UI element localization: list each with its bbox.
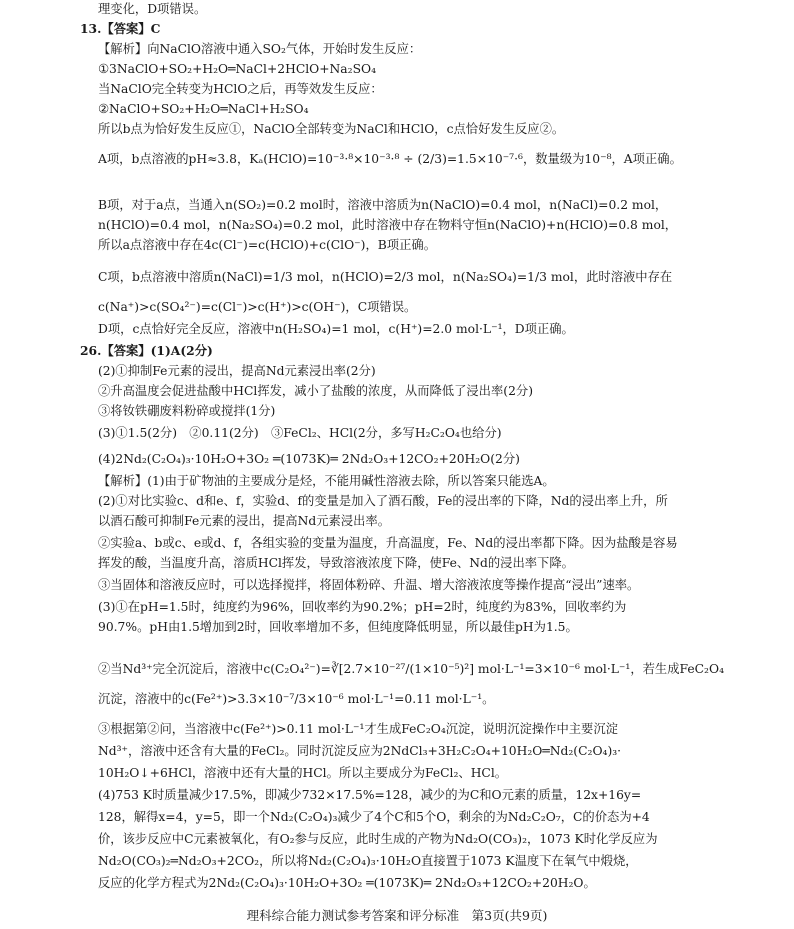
text-line: Nd³⁺，溶液中还含有大量的FeCl₂。同时沉淀反应为2NdCl₃+3H₂C₂O₄+10H₂O═Nd₂(C₂O₄)₃· <box>98 744 622 758</box>
equation-line: ②NaClO+SO₂+H₂O═NaCl+H₂SO₄ <box>98 102 309 116</box>
text-line: (2)①对比实验c、d和e、f，实验d、f的变量是加入了酒石酸，Fe的浸出率的下降，Nd的浸出率上升，所 <box>98 494 668 508</box>
text-line: C项，b点溶液中溶质n(NaCl)=1/3 mol，n(HClO)=2/3 mol，n(Na₂SO₄)=1/3 mol，此时溶液中存在 <box>98 270 673 284</box>
question-13-answer: 13.【答案】C <box>80 21 161 36</box>
text-line: A项，b点溶液的pH≈3.8，Kₐ(HClO)=10⁻³·⁸×10⁻³·⁸ ÷ (2/3)=1.5×10⁻⁷·⁶，数量级为10⁻⁸，A项正确。 <box>98 152 682 166</box>
text-line: 以酒石酸可抑制Fe元素的浸出，提高Nd元素浸出率。 <box>98 514 391 528</box>
text-line: ②升高温度会促进盐酸中HCl挥发，减小了盐酸的浓度，从而降低了浸出率(2分) <box>98 384 533 398</box>
text-line: D项，c点恰好完全反应，溶液中n(H₂SO₄)=1 mol，c(H⁺)=2.0 mol·L⁻¹，D项正确。 <box>98 322 574 336</box>
text-line: (3)①1.5(2分) ②0.11(2分) ③FeCl₂、HCl(2分，多写H₂C₂O₄也给分) <box>98 426 502 440</box>
text-line: n(HClO)=0.4 mol，n(Na₂SO₄)=0.2 mol，此时溶液中存在物料守恒n(NaClO)+n(HClO)=0.8 mol， <box>98 218 678 232</box>
text-line: ③根据第②问，当溶液中c(Fe²⁺)>0.11 mol·L⁻¹才生成FeC₂O₄沉淀，说明沉淀操作中主要沉淀 <box>98 722 618 736</box>
text-line: 128，解得x=4，y=5，即一个Nd₂(C₂O₄)₃减少了4个C和5个O，剩余的为Nd₂C₂O₇，C的价态为+4 <box>98 810 650 824</box>
text-line: 90.7%。pH由1.5增加到2时，回收率增加不多，但纯度降低明显，所以最佳pH为1.5。 <box>98 620 578 634</box>
equation-line: 反应的化学方程式为2Nd₂(C₂O₄)₃·10H₂O+3O₂ ═(1073K)═ 2Nd₂O₃+12CO₂+20H₂O。 <box>98 876 596 890</box>
text-line: B项，对于a点，当通入n(SO₂)=0.2 mol时，溶液中溶质为n(NaClO)=0.4 mol，n(NaCl)=0.2 mol， <box>98 198 668 212</box>
text-line: 挥发的酸，当温度升高，溶质HCl挥发，导致溶液浓度下降，使Fe、Nd的浸出率下降。 <box>98 556 574 570</box>
text-line: c(Na⁺)>c(SO₄²⁻)=c(Cl⁻)>c(H⁺)>c(OH⁻)，C项错误。 <box>98 300 417 314</box>
text-line: (3)①在pH=1.5时，纯度约为96%，回收率约为90.2%；pH=2时，纯度约为83%，回收率约为 <box>98 600 627 614</box>
text-line: 理变化，D项错误。 <box>98 2 207 16</box>
text-line: 所以a点溶液中存在4c(Cl⁻)=c(HClO)+c(ClO⁻)，B项正确。 <box>98 238 436 252</box>
text-line: ②当Nd³⁺完全沉淀后，溶液中c(C₂O₄²⁻)=∛[2.7×10⁻²⁷/(1×10⁻⁵)²] mol·L⁻¹=3×10⁻⁶ mol·L⁻¹，若生成FeC₂O₄ <box>98 662 724 676</box>
text-line: 沉淀，溶液中的c(Fe²⁺)>3.3×10⁻⁷/3×10⁻⁶ mol·L⁻¹=0.11 mol·L⁻¹。 <box>98 692 495 706</box>
equation-line: ①3NaClO+SO₂+H₂O═NaCl+2HClO+Na₂SO₄ <box>98 62 377 76</box>
text-line: 10H₂O↓+6HCl，溶液中还有大量的HCl。所以主要成分为FeCl₂、HCl。 <box>98 766 508 780</box>
text-line: Nd₂O(CO₃)₂═Nd₂O₃+2CO₂，所以将Nd₂(C₂O₄)₃·10H₂O直接置于1073 K温度下在氧气中煅烧， <box>98 854 638 868</box>
question-26-answer: 26.【答案】(1)A(2分) <box>80 343 213 358</box>
page-footer: 理科综合能力测试参考答案和评分标准 第3页(共9页) <box>246 908 548 923</box>
text-line: ③将钕铁硼废料粉碎或搅拌(1分) <box>98 404 276 418</box>
text-line: (2)①抑制Fe元素的浸出，提高Nd元素浸出率(2分) <box>98 364 376 378</box>
text-line: 【解析】(1)由于矿物油的主要成分是烃，不能用碱性溶液去除，所以答案只能选A。 <box>98 474 555 488</box>
equation-line: (4)2Nd₂(C₂O₄)₃·10H₂O+3O₂ ═(1073K)═ 2Nd₂O₃+12CO₂+20H₂O(2分) <box>98 452 520 466</box>
text-line: 价，该步反应中C元素被氧化，有O₂参与反应，此时生成的产物为Nd₂O(CO₃)₂，1073 K时化学反应为 <box>98 832 658 846</box>
text-line: 所以b点为恰好发生反应①，NaClO全部转变为NaCl和HClO，c点恰好发生反应②。 <box>98 122 565 136</box>
text-line: 【解析】向NaClO溶液中通入SO₂气体，开始时发生反应： <box>98 42 422 56</box>
text-line: ③当固体和溶液反应时，可以选择搅拌，将固体粉碎、升温、增大溶液浓度等操作提高“浸出”速率。 <box>98 578 640 592</box>
text-line: (4)753 K时质量减少17.5%，即减少732×17.5%=128，减少的为C和O元素的质量，12x+16y= <box>98 788 642 802</box>
text-line: ②实验a、b或c、e或d、f，各组实验的变量为温度，升高温度，Fe、Nd的浸出率都下降。因为盐酸是容易 <box>98 536 678 550</box>
text-line: 当NaClO完全转变为HClO之后，再等效发生反应： <box>98 82 383 96</box>
